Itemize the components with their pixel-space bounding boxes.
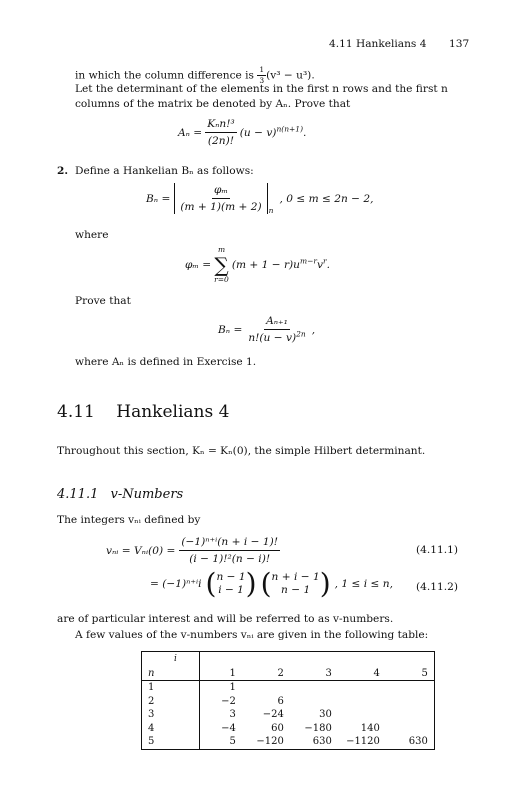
where-label: where [75, 229, 109, 241]
table-cell [338, 708, 386, 722]
table-cell: 140 [360, 722, 380, 734]
equation-number: (4.11.2) [416, 581, 458, 593]
paragraph-line: where Aₙ is defined in Exercise 1. [75, 356, 257, 368]
table-row [142, 681, 435, 695]
table-column-header: 4 [373, 667, 380, 679]
equation-b-n-def: Bₙ = $\frac{\text{φₘ}}{(m + 1)(m + 2)}$ n , 0 ≤ m ≤ 2n − 2, [146, 184, 374, 215]
table-cell [338, 695, 386, 709]
equation-lhs: Aₙ = [178, 126, 203, 139]
table-row-n: 2 [142, 695, 200, 709]
subsection-number: 4.11.1 [57, 487, 99, 502]
condition: , 1 ≤ i ≤ n, [334, 578, 393, 590]
summation-lower: r=0 [214, 275, 229, 284]
table-cell: 60 [271, 722, 284, 734]
binomial-top: n + i − 1 [271, 571, 320, 583]
paragraph-line: columns of the matrix be denoted by Aₙ. Prove that [75, 98, 351, 110]
superscript: m−r [300, 256, 317, 266]
table-cell: 5 [229, 736, 236, 747]
table-column-header: 2 [277, 667, 284, 679]
prove-label: Prove that [75, 295, 131, 307]
binomial-top: n − 1 [216, 571, 246, 583]
fraction-denominator: n!(u − v) [248, 332, 297, 344]
equation-rhs: (u − v) [239, 126, 277, 139]
table-cell [242, 681, 290, 695]
expression: (v³ − u³). [266, 69, 315, 82]
table-cell: 1 [229, 682, 236, 693]
table-cell [386, 681, 435, 695]
table-row-n: 3 [142, 708, 200, 722]
fraction [246, 314, 307, 345]
fraction-numerator: Kₙn!³ [205, 117, 237, 133]
table-row [142, 722, 435, 736]
punctuation: , [311, 323, 316, 336]
paragraph-line: The integers vₙᵢ defined by [57, 514, 201, 526]
table-cell: −120 [256, 736, 284, 747]
sigma-icon: ∑ [214, 253, 229, 277]
equation-lhs: Bₙ = [218, 323, 243, 336]
table-cell [338, 681, 386, 695]
table-cell: 630 [312, 736, 332, 747]
equation-4-11-2 [150, 567, 393, 600]
equation-lhs: Bₙ = [146, 192, 171, 205]
equation-4-11-1 [106, 535, 280, 566]
fraction-denominator: (2n)! [207, 135, 235, 147]
table-cell: −1120 [346, 736, 380, 747]
table-cell [386, 695, 435, 709]
table-cell: −2 [221, 695, 236, 707]
superscript: n(n+1) [276, 123, 304, 133]
page-number: 137 [449, 38, 470, 50]
superscript: r [322, 256, 327, 266]
table-cell [290, 695, 338, 709]
equation-lhs: = (−1)ⁿ⁺ⁱi [150, 578, 202, 590]
binomial [205, 567, 257, 600]
fraction-numerator: 1 [259, 65, 265, 74]
fraction-numerator: Aₙ₊₁ [264, 314, 290, 330]
table-cell: −180 [304, 722, 332, 734]
equation-b-n [218, 314, 315, 345]
table-row [142, 735, 435, 749]
table-row-n: 5 [142, 735, 200, 749]
left-paren-icon: ( [205, 567, 217, 600]
determinant-bars [174, 183, 267, 214]
fraction [205, 117, 237, 148]
equation-rhs: v [316, 259, 323, 271]
fraction-numerator: φₘ [212, 183, 230, 199]
fraction-denominator: 3 [259, 76, 265, 85]
table-column-header: 3 [325, 667, 332, 679]
paragraph-line: are of particular interest and will be referred to as v-numbers. [57, 613, 394, 625]
table-cell: 630 [408, 736, 428, 747]
subsection-heading [57, 488, 183, 502]
fraction [179, 535, 280, 566]
fraction-denominator: (i − 1)!²(n − i)! [189, 553, 271, 565]
binomial-bottom: i − 1 [218, 584, 244, 596]
binomial-bottom: n − 1 [281, 584, 311, 596]
table-cell: 3 [229, 709, 236, 720]
paragraph-line: A few values of the v-numbers vₙᵢ are given in the following table: [75, 629, 429, 641]
table-header-n: n [142, 667, 200, 681]
table-cell: 30 [319, 709, 332, 720]
table-cell: −24 [262, 709, 284, 720]
fraction [178, 183, 263, 214]
table-cell: 6 [277, 695, 284, 707]
binomial [260, 567, 331, 600]
right-paren-icon: ) [245, 567, 257, 600]
summation-upper: m [217, 245, 226, 254]
summation [214, 245, 229, 285]
equation-rhs: (m + 1 − r)u [231, 259, 300, 271]
punctuation: . [303, 126, 307, 139]
right-paren-icon: ) [319, 567, 331, 600]
left-paren-icon: ( [260, 567, 272, 600]
equation-phi [185, 245, 330, 285]
equation-number: (4.11.1) [416, 544, 458, 556]
equation-a-n [178, 117, 306, 148]
paragraph-line: Let the determinant of the elements in the first n rows and the first n [75, 83, 448, 95]
table-row [142, 695, 435, 709]
table-corner [142, 652, 200, 667]
table-cell: −4 [221, 722, 236, 734]
section-heading [57, 402, 230, 422]
section-intro: Throughout this section, Kₙ = Kₙ(0), the simple Hilbert determinant. [57, 445, 426, 457]
table-row-n: 4 [142, 722, 200, 736]
equation-lhs: vₙᵢ = Vₙᵢ(0) = [106, 544, 176, 557]
table-row [142, 708, 435, 722]
text: in which the column difference is [75, 69, 254, 82]
subsection-title: v-Numbers [110, 487, 184, 502]
table-cell [386, 722, 435, 736]
condition: , 0 ≤ m ≤ 2n − 2, [279, 192, 374, 205]
running-header-section: 4.11 Hankelians 4 [329, 38, 427, 50]
exercise-text: Define a Hankelian Bₙ as follows: [75, 165, 254, 177]
exercise-number: 2. [57, 165, 69, 177]
table-column-header: 1 [229, 667, 236, 679]
fraction-denominator: (m + 1)(m + 2) [180, 201, 262, 213]
superscript: 2n [296, 329, 306, 339]
table-cell [290, 681, 338, 695]
equation-lhs: φₘ = [185, 259, 212, 271]
v-numbers-table [141, 651, 435, 750]
section-number: 4.11 [57, 402, 95, 422]
fraction-numerator: (−1)ⁿ⁺ⁱ(n + i − 1)! [179, 535, 280, 551]
punctuation: . [326, 259, 330, 271]
table-cell [386, 708, 435, 722]
corner-i-label: i [174, 654, 177, 664]
table-column-header: 5 [421, 667, 428, 679]
section-title: Hankelians 4 [116, 402, 230, 422]
table-row-n: 1 [142, 681, 200, 695]
